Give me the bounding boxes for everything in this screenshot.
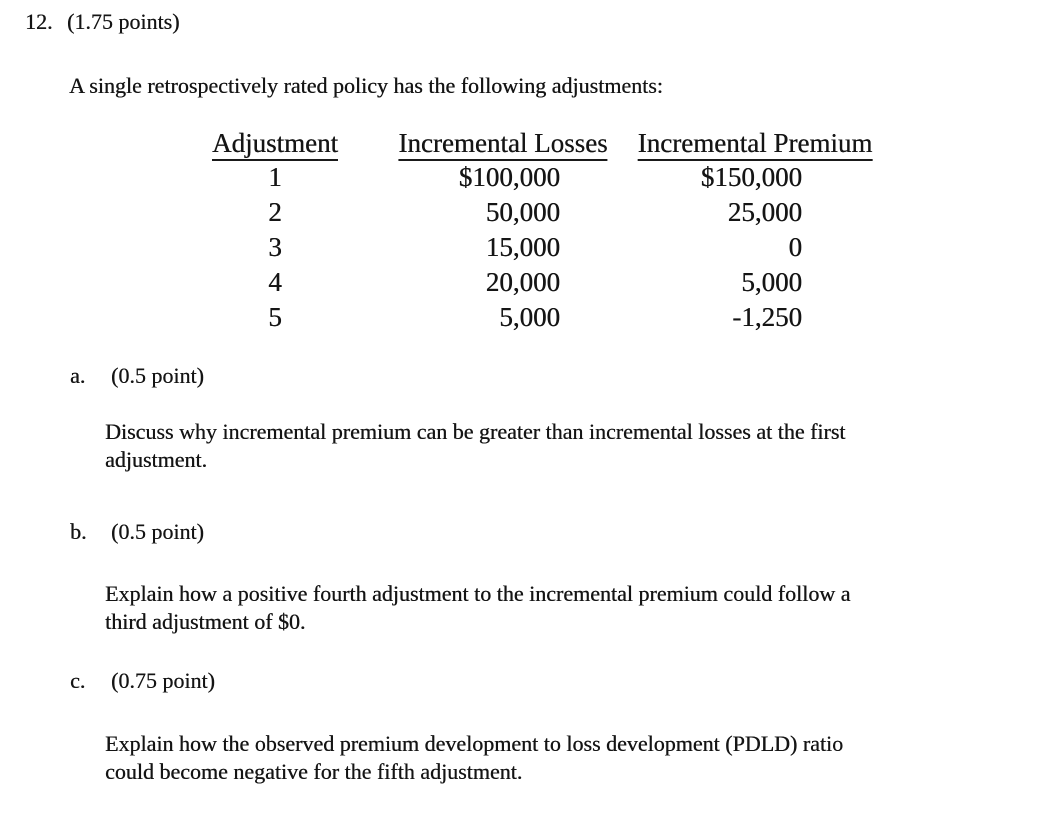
table-row xyxy=(0,160,1046,195)
cell-adjustment: 3 xyxy=(268,232,282,262)
part-a-text xyxy=(105,418,845,474)
question-number: 12. xyxy=(25,9,53,34)
part-b-label: b. xyxy=(70,519,87,544)
question-intro: A single retrospectively rated policy has the following adjustments: xyxy=(69,73,663,98)
part-c-line-2: could become negative for the fifth adjustment. xyxy=(105,759,523,784)
column-header-adjustment: Adjustment xyxy=(212,130,338,161)
part-c-points: (0.75 point) xyxy=(111,668,215,693)
cell-incremental-premium: 25,000 xyxy=(727,197,802,227)
part-b-line-2: third adjustment of $0. xyxy=(105,609,306,634)
part-c-label: c. xyxy=(70,668,86,693)
question-points: (1.75 points) xyxy=(67,9,180,34)
part-a-line-2: adjustment. xyxy=(105,447,208,472)
part-b-text xyxy=(105,580,850,636)
adjustment-table xyxy=(0,160,1046,335)
part-b-line-1: Explain how a positive fourth adjustment to the incremental premium could follow a xyxy=(105,581,851,606)
table-row xyxy=(0,300,1046,335)
table-row xyxy=(0,230,1046,265)
cell-incremental-losses: 15,000 xyxy=(485,232,560,262)
cell-incremental-premium: 0 xyxy=(788,232,802,262)
part-a-points: (0.5 point) xyxy=(111,363,204,388)
cell-incremental-premium: -1,250 xyxy=(732,302,802,332)
cell-adjustment: 4 xyxy=(268,267,282,297)
part-a-line-1: Discuss why incremental premium can be greater than incremental losses at the first xyxy=(105,419,846,444)
cell-incremental-losses: 50,000 xyxy=(485,197,560,227)
cell-adjustment: 1 xyxy=(268,162,282,192)
part-c-text xyxy=(105,730,843,786)
part-b-points: (0.5 point) xyxy=(111,519,204,544)
cell-adjustment: 5 xyxy=(268,302,282,332)
cell-adjustment: 2 xyxy=(268,197,282,227)
column-header-incremental-losses: Incremental Losses xyxy=(398,130,607,161)
cell-incremental-premium: $150,000 xyxy=(700,162,802,192)
cell-incremental-premium: 5,000 xyxy=(741,267,802,297)
column-header-incremental-premium: Incremental Premium xyxy=(638,130,873,161)
table-row xyxy=(0,265,1046,300)
part-a-label: a. xyxy=(70,363,86,388)
part-c-line-1: Explain how the observed premium development to loss development (PDLD) ratio xyxy=(105,731,844,756)
cell-incremental-losses: 20,000 xyxy=(485,267,560,297)
cell-incremental-losses: 5,000 xyxy=(499,302,560,332)
table-row xyxy=(0,195,1046,230)
cell-incremental-losses: $100,000 xyxy=(458,162,560,192)
